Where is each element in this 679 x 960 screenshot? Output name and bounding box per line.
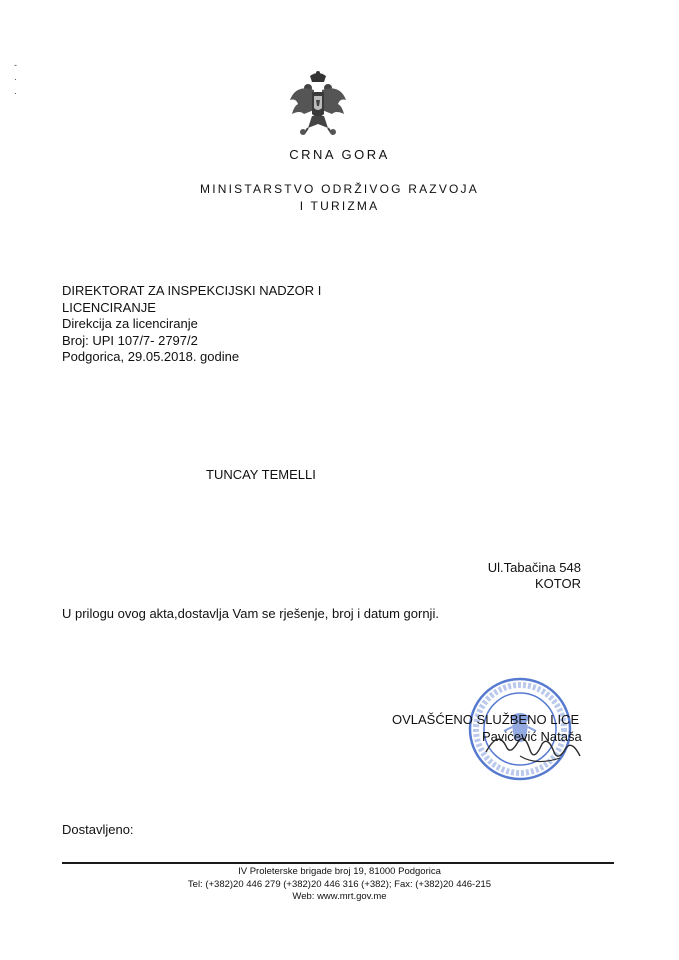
footer: [0, 866, 679, 904]
directorate-subunit: Direkcija za licenciranje: [62, 316, 198, 331]
footer-phones: Tel: (+382)20 446 279 (+382)20 446 316 (+382); Fax: (+382)20 446-215: [187, 878, 492, 890]
coat-of-arms-icon: [286, 70, 350, 142]
directorate-line-1: DIREKTORAT ZA INSPEKCIJSKI NADZOR I: [62, 283, 322, 298]
footer-web: Web: www.mrt.gov.me: [292, 891, 387, 902]
footer-divider: [62, 862, 614, 864]
document-number: Broj: UPI 107/7- 2797/2: [62, 332, 198, 348]
scan-margin-marks: - · ·: [14, 60, 17, 98]
ministry-name: [0, 181, 679, 215]
signature-block: [392, 711, 582, 745]
recipient-street: Ul.Tabačina 548: [487, 560, 581, 575]
ministry-line-1: MINISTARSTVO ODRŽIVOG RAZVOJA: [200, 182, 479, 196]
ministry-line-2: I TURIZMA: [299, 199, 380, 213]
reference-block: [62, 283, 321, 366]
document-date: Podgorica, 29.05.2018. godine: [62, 349, 240, 364]
footer-address: IV Proleterske brigade broj 19, 81000 Podgorica: [238, 866, 441, 877]
signatory-name: Pavićević Nataša: [482, 729, 582, 744]
directorate-line-2: LICENCIRANJE: [62, 299, 156, 315]
recipient-city: KOTOR: [535, 576, 581, 591]
country-name: CRNA GORA: [289, 147, 390, 162]
letter-body: U prilogu ovog akta,dostavlja Vam se rješenje, broj i datum gornji.: [62, 606, 439, 621]
signatory-title: OVLAŠĆENO SLUŽBENO LICE: [392, 712, 580, 727]
recipient-address: [488, 560, 581, 592]
delivered-label: Dostavljeno:: [62, 822, 134, 837]
recipient-name: TUNCAY TEMELLI: [206, 467, 316, 482]
